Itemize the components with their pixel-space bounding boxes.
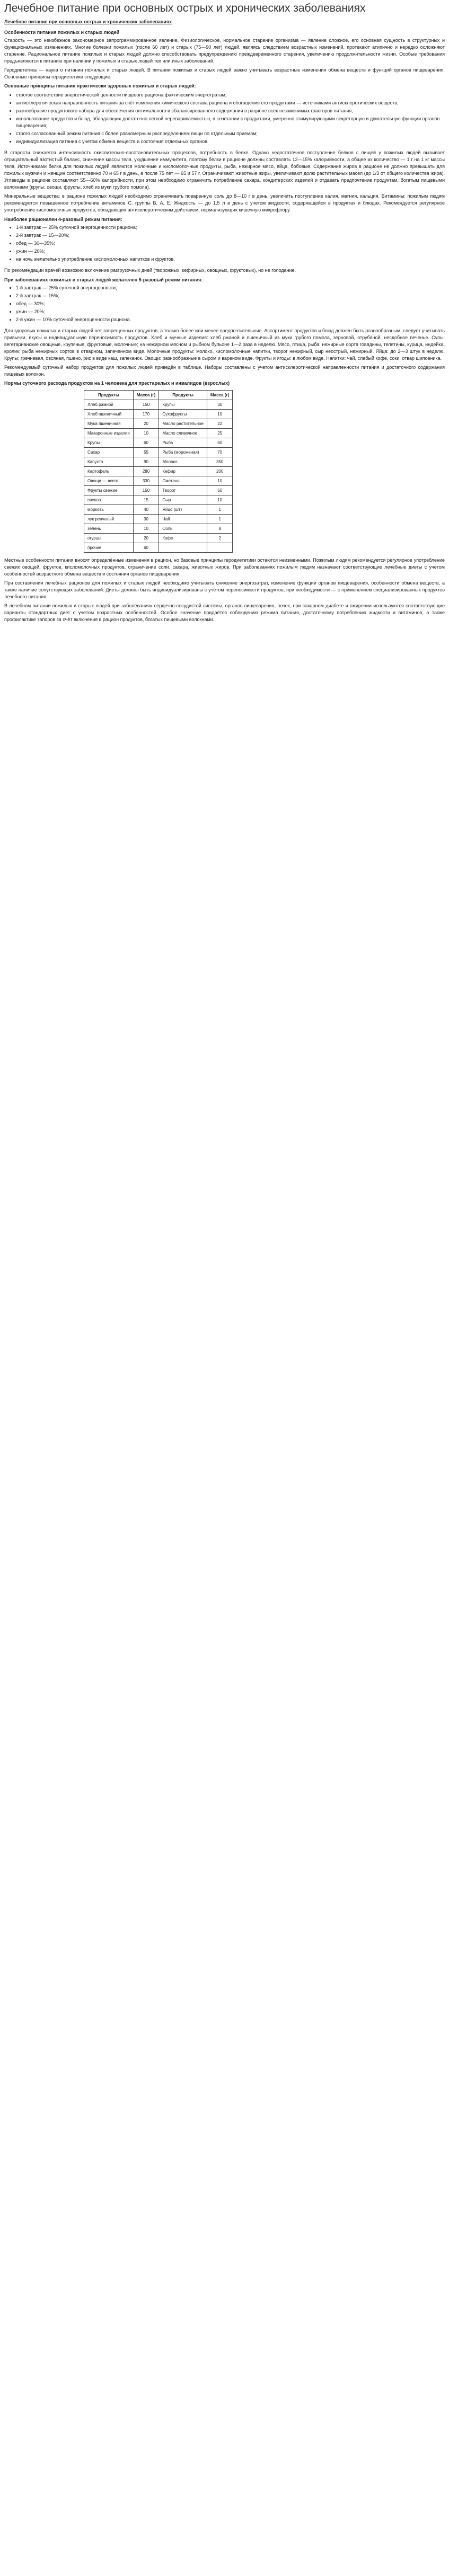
diet4-note: По рекомендации врачей возможно включение разгрузочных дней (творожных, кефирных, овощных, фруктовых), но не голодание. [4, 268, 296, 273]
table-row [84, 486, 233, 495]
product-cell: Сметана [159, 476, 207, 486]
principle-item: • строгое соответствие энергетической ценности пищевого рациона фактическим энерготратам; [16, 92, 445, 99]
table-row [84, 515, 233, 524]
product-cell: Сухофрукты [159, 410, 207, 419]
table-header-row [84, 391, 233, 400]
mass-cell: 10 [133, 524, 159, 534]
table-row [84, 543, 233, 553]
table-row [84, 534, 233, 543]
product-cell: Фрукты свежие [84, 486, 134, 495]
mass-cell: 1 [207, 505, 233, 515]
product-cell: Масло растительное [159, 419, 207, 429]
table-row [84, 419, 233, 429]
diet4-item: • 2-й завтрак — 15—20%; [16, 232, 445, 239]
mass-cell: 2 [207, 534, 233, 543]
mass-cell: 50 [207, 486, 233, 495]
table-row [84, 429, 233, 438]
diet5-item: • обед — 30%; [16, 300, 445, 307]
mass-cell: 150 [133, 400, 159, 410]
diet4-list [16, 224, 445, 263]
col-header-product: Продукты [84, 391, 134, 400]
page-subtitle: Лечебное питание при основных острых и хронических заболеваниях [4, 19, 172, 24]
principle-item: • антисклеротическая направленность питания за счёт изменения химического состава рациона и обогащения его продуктами — источниками антисклеротических веществ; [16, 100, 445, 107]
mass-cell: 20 [133, 419, 159, 429]
product-cell: Крупы [159, 400, 207, 410]
mass-cell: 60 [133, 543, 159, 553]
product-cell: свекла [84, 495, 134, 505]
product-cell: Крупы [84, 438, 134, 448]
mass-cell: 150 [133, 486, 159, 495]
mass-cell: 60 [133, 438, 159, 448]
table-row [84, 400, 233, 410]
product-cell: Масло сливочное [159, 429, 207, 438]
table-row [84, 524, 233, 534]
table-row [84, 457, 233, 467]
food-table-body [84, 400, 233, 553]
mass-cell: 10 [133, 429, 159, 438]
mass-cell: 40 [133, 505, 159, 515]
diet5-list [16, 285, 445, 323]
product-cell: Макаронные изделия [84, 429, 134, 438]
mass-cell: 10 [207, 495, 233, 505]
mass-cell: 70 [207, 448, 233, 457]
table-row [84, 467, 233, 476]
mass-cell: 30 [133, 515, 159, 524]
table-row [84, 410, 233, 419]
table-row [84, 495, 233, 505]
diet5-item: • 2-й завтрак — 15%; [16, 293, 445, 299]
diet4-item: • 1-й завтрак — 25% суточной энергоценности рациона; [16, 224, 445, 231]
product-cell: Молоко [159, 457, 207, 467]
mass-cell: 90 [133, 457, 159, 467]
diet4-item: • обед — 30—35%; [16, 240, 445, 247]
diet5-item: • 2-й ужин — 10% суточной энергоценности рациона. [16, 316, 445, 323]
mass-cell: 8 [207, 524, 233, 534]
principle-item: • индивидуализация питания с учетом обмена веществ и состояния отдельных органов. [16, 138, 445, 145]
table-row [84, 438, 233, 448]
product-cell: морковь [84, 505, 134, 515]
page-title: Лечебное питание при основных острых и хронических заболеваниях [4, 2, 366, 14]
product-cell: Сыр [159, 495, 207, 505]
mass-cell: 1 [207, 515, 233, 524]
product-cell: Хлеб ржаной [84, 400, 134, 410]
product-cell: Яйцо (шт) [159, 505, 207, 515]
product-cell: Капуста [84, 457, 134, 467]
product-cell: прочие [84, 543, 134, 553]
mass-cell [207, 543, 233, 553]
mass-cell: 200 [207, 467, 233, 476]
principle-item: • строго согласованный режим питания с более равномерным распределением пищи по отдельным приемам; [16, 130, 445, 137]
table-row [84, 505, 233, 515]
closing-paragraph-3: В лечебном питании пожилых и старых людей при заболеваниях сердечно-сосудистой системы, органов пищеварения, почек, при сахарном диабете и ожирении используются соответствующие варианты стандартных диет с учётом возрастных особенностей. Особое значение придаётся соблюдению режима питания, достаточному потреблению жидкости и витаминов, а также профилактике запоров за счёт включения в рацион продуктов, богатых пищевыми волокнами. [4, 603, 445, 622]
col-header-mass: Масса (г) [133, 391, 159, 400]
elderly-paragraph-3: В старости снижается интенсивность окислительно-восстановительных процессов, потребность в белке. Однако недостаточное поступление белков с пищей у пожилых людей вызывает отрицательный азотистый баланс, снижение массы тела, ухудшение иммунитета, поэтому белки в рационе должны составлять 12—15% калорийности, а общее их количество — 1 г на 1 кг массы тела. Источниками белка для пожилых людей являются молочные и кисломолочные продукты, рыба, нежирное мясо, яйца, бобовые. Содержание жиров в рационе не должно превышать для пожилых мужчин и женщин соответственно 70 и 65 г в день, а после 75 лет — 65 и 57 г. Ограничивают животные жиры, увеличивают долю растительных масел (до 1/3 от общего количества жира). Углеводы в рационе составляют 55—60% калорийности, при этом необходимо ограничить потребление сахара, кондитерских изделий и отдавать предпочтение продуктам, богатым пищевыми волокнами (крупы, овощи, фрукты, хлеб из муки грубого помола). [4, 150, 445, 190]
table-row [84, 448, 233, 457]
closing-paragraph-2: При составлении лечебных рационов для пожилых и старых людей необходимо учитывать снижение энергозатрат, изменение функции органов пищеварения, особенности обмена веществ, а также наличие сопутствующих заболеваний. Диеты должны быть индивидуализированы с учётом переносимости продуктов, при необходимости — с применением специализированных продуктов лечебного питания. [4, 580, 445, 599]
diet4-item: • ужин — 20%; [16, 248, 445, 255]
product-cell: Рыба (мороженая) [159, 448, 207, 457]
mass-cell: 20 [133, 534, 159, 543]
product-cell: огурцы [84, 534, 134, 543]
principles-heading: Основные принципы питания практически здоровых пожилых и старых людей: [4, 83, 196, 88]
product-cell: Творог [159, 486, 207, 495]
product-cell: Мука пшеничная [84, 419, 134, 429]
mass-cell: 25 [207, 429, 233, 438]
mass-cell: 15 [133, 495, 159, 505]
diet5-heading: При заболеваниях пожилых и старых людей желателен 5-разовый режим питания: [4, 277, 203, 282]
mass-cell: 280 [133, 467, 159, 476]
table-row [84, 476, 233, 486]
food-table [84, 390, 233, 553]
product-cell: лук репчатый [84, 515, 134, 524]
mass-cell: 170 [133, 410, 159, 419]
mass-cell: 10 [207, 476, 233, 486]
mass-cell: 10 [207, 410, 233, 419]
diet4-item: • на ночь желательно употребление кисломолочных напитков и фруктов. [16, 256, 445, 263]
col-header-product: Продукты [159, 391, 207, 400]
mass-cell: 22 [207, 419, 233, 429]
principle-item: • использование продуктов и блюд, обладающих достаточно легкой перевариваемостью, в сочетании с продуктами, умеренно стимулирующими секреторную и двигательную функции органов пищеварения; [16, 116, 445, 129]
principle-item: • разнообразие продуктового набора для обеспечения оптимального и сбалансированного содержания в рационе всех незаменимых факторов питания; [16, 108, 445, 114]
product-cell: Соль [159, 524, 207, 534]
principles-list [16, 92, 445, 145]
mass-cell: 60 [207, 438, 233, 448]
product-cell [159, 543, 207, 553]
mass-cell: 350 [207, 457, 233, 467]
mass-cell: 55 [133, 448, 159, 457]
diet5-item: • 1-й завтрак — 25% суточной энергоценности; [16, 285, 445, 291]
body-paragraph-2: Рекомендуемый суточный набор продуктов для пожилых людей приведён в таблице. Наборы составлены с учетом антисклеротической направленности питания и достаточного содержания пищевых волокон. [4, 365, 445, 377]
elderly-paragraph-2: Геродиететика — наука о питании пожилых и старых людей. В питании пожилых и старых людей важно учитывать возрастные изменения обмена веществ и функций органов пищеварения. Основные принципы геродиететики следующие. [4, 67, 445, 79]
product-cell: Картофель [84, 467, 134, 476]
elderly-paragraph-1: Старость — это неизбежное закономерное запрограммированное явление. Физиологическое, нормальное старение организма — явление сложное, его основная сущность в структурных и функциональных изменениях. Многие болезни пожилых (после 60 лет) и старых (75—90 лет) людей, являясь следствием возрастных изменений, протекают атипично и нередко осложняют старение. Рациональное питание пожилых и старых людей должно способствовать предупреждению преждевременного старения, увеличению продолжительности жизни. Особые требования предъявляются к питанию при наличии у пожилых и старых людей тех или иных заболеваний. [4, 38, 445, 64]
product-cell: Сахар [84, 448, 134, 457]
elderly-heading: Особенности питания пожилых и старых людей [4, 30, 120, 35]
col-header-mass: Масса (г) [207, 391, 233, 400]
diet4-heading: Наиболее рационален 4-разовый режим питания: [4, 217, 122, 222]
product-cell: Хлеб пшеничный [84, 410, 134, 419]
product-cell: Чай [159, 515, 207, 524]
food-table-wrap [4, 390, 445, 553]
elderly-paragraph-4: Минеральные вещества: в рационе пожилых людей необходимо ограничивать поваренную соль до 8—10 г в день, увеличить поступление калия, магния, кальция. Витамины: пожилым людям рекомендуется повышенное потребление витаминов С, группы В, А, Е. Жидкость — до 1,5 л в день с учетом жидкости, содержащейся в продуктах и блюдах. Рекомендуется регулярное употребление кисломолочных продуктов, обладающих антисклеротическим действием, нормализующих кишечную микрофлору. [4, 193, 445, 213]
mass-cell: 330 [133, 476, 159, 486]
table-heading: Нормы суточного расхода продуктов на 1 человека для престарелых и инвалидов (взрослых) [4, 380, 230, 386]
product-cell: Рыба [159, 438, 207, 448]
document-page [0, 0, 449, 623]
product-cell: Кофе [159, 534, 207, 543]
product-cell: Овощи — всего [84, 476, 134, 486]
diet5-item: • ужин — 20%; [16, 308, 445, 315]
product-cell: зелень [84, 524, 134, 534]
closing-paragraph-1: Местные особенности питания вносят определённые изменения в рацион, но базовые принципы геродиететики остаются неизменными. Пожилым людям рекомендуется регулярное употребление свежих овощей, фруктов, кисломолочных продуктов, ограничение соли, сахара, животных жиров. При заболеваниях пожилым людям назначают соответствующие лечебные диеты с учётом особенностей возрастного обмена веществ и состояния органов пищеварения. [4, 557, 445, 577]
mass-cell: 30 [207, 400, 233, 410]
body-paragraph-1: Для здоровых пожилых и старых людей нет запрещенных продуктов, а только более или менее предпочтительные. Ассортимент продуктов и блюд должен быть разнообразным, следует учитывать привычки, вкусы и индивидуальную переносимость продуктов. Хлеб и мучные изделия: хлеб ржаной и пшеничный из муки грубого помола, зерновой, отрубяной, несдобное печенье. Супы: вегетарианские овощные, крупяные, фруктовые, молочные; на нежирном мясном и рыбном бульоне 1—2 раза в неделю. Мясо, птица, рыба: нежирные сорта говядины, телятины, курица, индейка, кролик; рыба нежирных сортов в отварном, запеченном виде. Молочные продукты: молоко, кисломолочные напитки, творог нежирный, сыр неострый, нежирный. Яйца: до 2—3 штук в неделю. Крупы: гречневая, овсяная, пшено, рис в виде каш, запеканок. Овощи: разнообразные в сыром и вареном виде. Фрукты и ягоды: в любом виде. Напитки: чай, слабый кофе, соки, отвар шиповника. [4, 328, 445, 361]
product-cell: Кефир [159, 467, 207, 476]
